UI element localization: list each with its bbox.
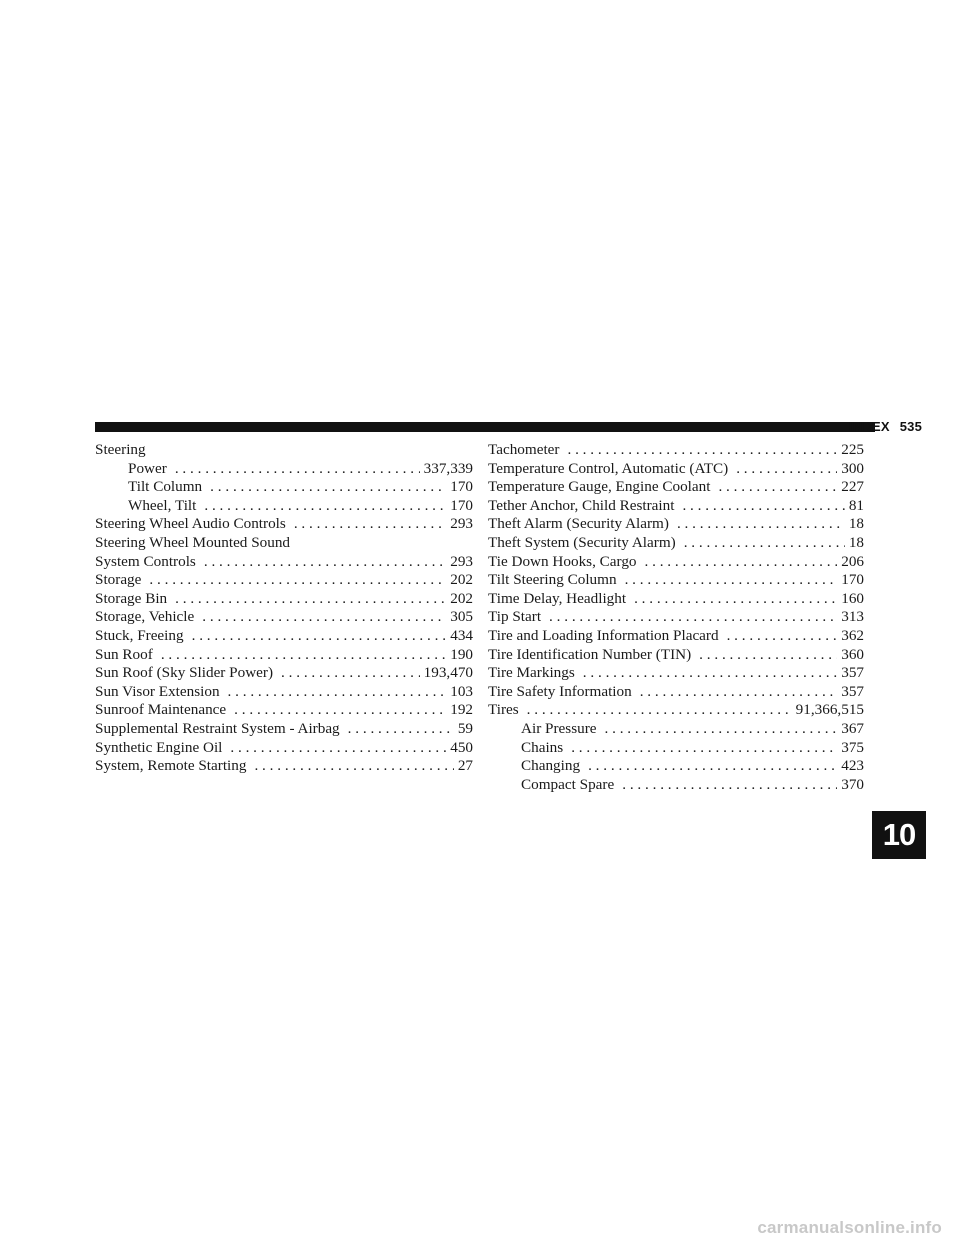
index-page-ref: 313 [841, 608, 864, 626]
index-entry [95, 664, 473, 683]
index-entry [488, 739, 864, 758]
index-entry [488, 720, 864, 739]
index-entry [488, 608, 864, 627]
index-page-ref: 91,366,515 [795, 701, 864, 719]
index-entry [488, 627, 864, 646]
dot-leader [210, 478, 446, 497]
index-entry [95, 683, 473, 702]
index-entry [488, 460, 864, 479]
index-term: Tire Identification Number (TIN) [488, 645, 692, 663]
dot-leader [175, 590, 446, 609]
dot-leader [634, 590, 837, 609]
page-number: 535 [899, 419, 922, 434]
watermark: carmanualsonline.info [757, 1218, 942, 1237]
index-column-right [488, 441, 864, 794]
dot-leader [645, 553, 838, 572]
dot-leader [254, 757, 453, 776]
index-term: Air Pressure [521, 719, 597, 737]
index-entry [95, 590, 473, 609]
index-page-ref: 170 [841, 571, 864, 589]
index-entry [488, 478, 864, 497]
running-header [849, 418, 922, 436]
index-term: Chains [521, 738, 564, 756]
index-term: Wheel, Tilt [128, 496, 197, 514]
dot-leader [161, 646, 446, 665]
index-page-ref: 18 [848, 533, 864, 551]
index-term: Tilt Steering Column [488, 571, 617, 589]
index-entry [95, 497, 473, 516]
index-entry [95, 720, 473, 739]
index-entry [488, 553, 864, 572]
index-page-ref: 192 [450, 701, 473, 719]
index-entry [488, 664, 864, 683]
index-page-ref: 367 [841, 719, 864, 737]
index-page-ref: 202 [450, 571, 473, 589]
index-term: Steering Wheel Audio Controls [95, 515, 286, 533]
dot-leader [699, 646, 837, 665]
index-term: Compact Spare [521, 775, 615, 793]
index-page-ref: 362 [841, 626, 864, 644]
index-entry [488, 683, 864, 702]
index-page-ref: 81 [848, 496, 864, 514]
index-page-ref: 227 [841, 478, 864, 496]
index-page-ref: 170 [450, 478, 473, 496]
chapter-tab: 10 [872, 811, 926, 859]
index-page-ref: 190 [450, 645, 473, 663]
dot-leader [571, 739, 837, 758]
index-term: Sun Roof [95, 645, 153, 663]
index-term: Temperature Control, Automatic (ATC) [488, 459, 729, 477]
index-page-ref: 305 [450, 608, 473, 626]
index-page-ref: 423 [841, 757, 864, 775]
index-term: Storage, Vehicle [95, 608, 195, 626]
dot-leader [622, 776, 837, 795]
index-page-ref: 357 [841, 682, 864, 700]
index-page-ref: 27 [457, 757, 473, 775]
index-page-ref: 360 [841, 645, 864, 663]
header-rule [95, 422, 875, 432]
dot-leader [149, 571, 446, 590]
index-term: Supplemental Restraint System - Airbag [95, 719, 340, 737]
index-entry [95, 627, 473, 646]
index-term: System Controls [95, 552, 196, 570]
index-page-ref: 293 [450, 552, 473, 570]
index-term: Changing [521, 757, 581, 775]
dot-leader [736, 460, 837, 479]
index-page-ref: 225 [841, 441, 864, 458]
index-entry [95, 478, 473, 497]
dot-leader [549, 608, 837, 627]
index-term: Sun Visor Extension [95, 682, 220, 700]
index-entry [95, 646, 473, 665]
index-term: Tie Down Hooks, Cargo [488, 552, 637, 570]
index-term: Theft System (Security Alarm) [488, 533, 676, 551]
dot-leader [625, 571, 838, 590]
index-term: Sun Roof (Sky Slider Power) [95, 664, 274, 682]
dot-leader [281, 664, 420, 683]
index-term: Power [128, 459, 167, 477]
index-page-ref: 170 [450, 496, 473, 514]
dot-leader [202, 608, 446, 627]
dot-leader [527, 701, 792, 720]
index-entry [95, 515, 473, 534]
dot-leader [640, 683, 838, 702]
dot-leader [192, 627, 447, 646]
index-term: Steering [95, 441, 146, 458]
dot-leader [294, 515, 446, 534]
index-page-ref: 434 [450, 626, 473, 644]
dot-leader [684, 534, 845, 553]
index-entry [488, 701, 864, 720]
index-entry [488, 497, 864, 516]
index-term: Time Delay, Headlight [488, 589, 627, 607]
index-page-ref: 202 [450, 589, 473, 607]
index-entry [95, 571, 473, 590]
dot-leader [175, 460, 420, 479]
dot-leader [682, 497, 844, 516]
index-term: Synthetic Engine Oil [95, 738, 223, 756]
dot-leader [567, 441, 837, 460]
dot-leader [204, 553, 446, 572]
index-entry [488, 441, 864, 460]
index-page-ref: 59 [457, 719, 473, 737]
index-page-ref: 103 [450, 682, 473, 700]
index-term: System, Remote Starting [95, 757, 247, 775]
index-term: Stuck, Freeing [95, 626, 184, 644]
section-title: INDEX [848, 419, 890, 434]
index-entry [95, 739, 473, 758]
index-page-ref: 300 [841, 459, 864, 477]
dot-leader [348, 720, 454, 739]
dot-leader [677, 515, 845, 534]
dot-leader [234, 701, 446, 720]
index-term: Storage [95, 571, 142, 589]
index-entry [95, 757, 473, 776]
index-entry [95, 460, 473, 479]
index-term: Theft Alarm (Security Alarm) [488, 515, 669, 533]
dot-leader [605, 720, 838, 739]
index-term: Steering Wheel Mounted Sound [95, 533, 291, 551]
dot-leader [204, 497, 446, 516]
index-term: Storage Bin [95, 589, 168, 607]
index-page-ref: 160 [841, 589, 864, 607]
index-page-ref: 370 [841, 775, 864, 793]
dot-leader [718, 478, 837, 497]
index-page-ref: 357 [841, 664, 864, 682]
dot-leader [588, 757, 837, 776]
index-page-ref: 337,339 [423, 459, 473, 477]
index-page-ref: 293 [450, 515, 473, 533]
index-entry [95, 701, 473, 720]
index-term: Tires [488, 701, 519, 719]
index-term: Tire Safety Information [488, 682, 632, 700]
index-page-ref: 450 [450, 738, 473, 756]
index-term: Tachometer [488, 441, 560, 458]
dot-leader [230, 739, 446, 758]
index-entry [95, 553, 473, 572]
index-entry [95, 608, 473, 627]
index-term: Tether Anchor, Child Restraint [488, 496, 675, 514]
dot-leader [727, 627, 838, 646]
index-entry [95, 534, 473, 553]
index-entry [488, 571, 864, 590]
index-entry [488, 515, 864, 534]
index-entry [488, 534, 864, 553]
index-entry [488, 646, 864, 665]
index-page-ref: 18 [848, 515, 864, 533]
index-term: Temperature Gauge, Engine Coolant [488, 478, 711, 496]
index-entry [95, 441, 473, 460]
index-page-ref: 206 [841, 552, 864, 570]
index-term: Tip Start [488, 608, 542, 626]
index-entry [488, 757, 864, 776]
index-term: Sunroof Maintenance [95, 701, 227, 719]
dot-leader [228, 683, 447, 702]
index-page-ref: 193,470 [423, 664, 473, 682]
index-entry [488, 590, 864, 609]
index-term: Tire Markings [488, 664, 575, 682]
dot-leader [583, 664, 837, 683]
index-term: Tire and Loading Information Placard [488, 626, 719, 644]
index-column-left [95, 441, 473, 776]
index-page-ref: 375 [841, 738, 864, 756]
index-term: Tilt Column [128, 478, 203, 496]
index-entry [488, 776, 864, 795]
